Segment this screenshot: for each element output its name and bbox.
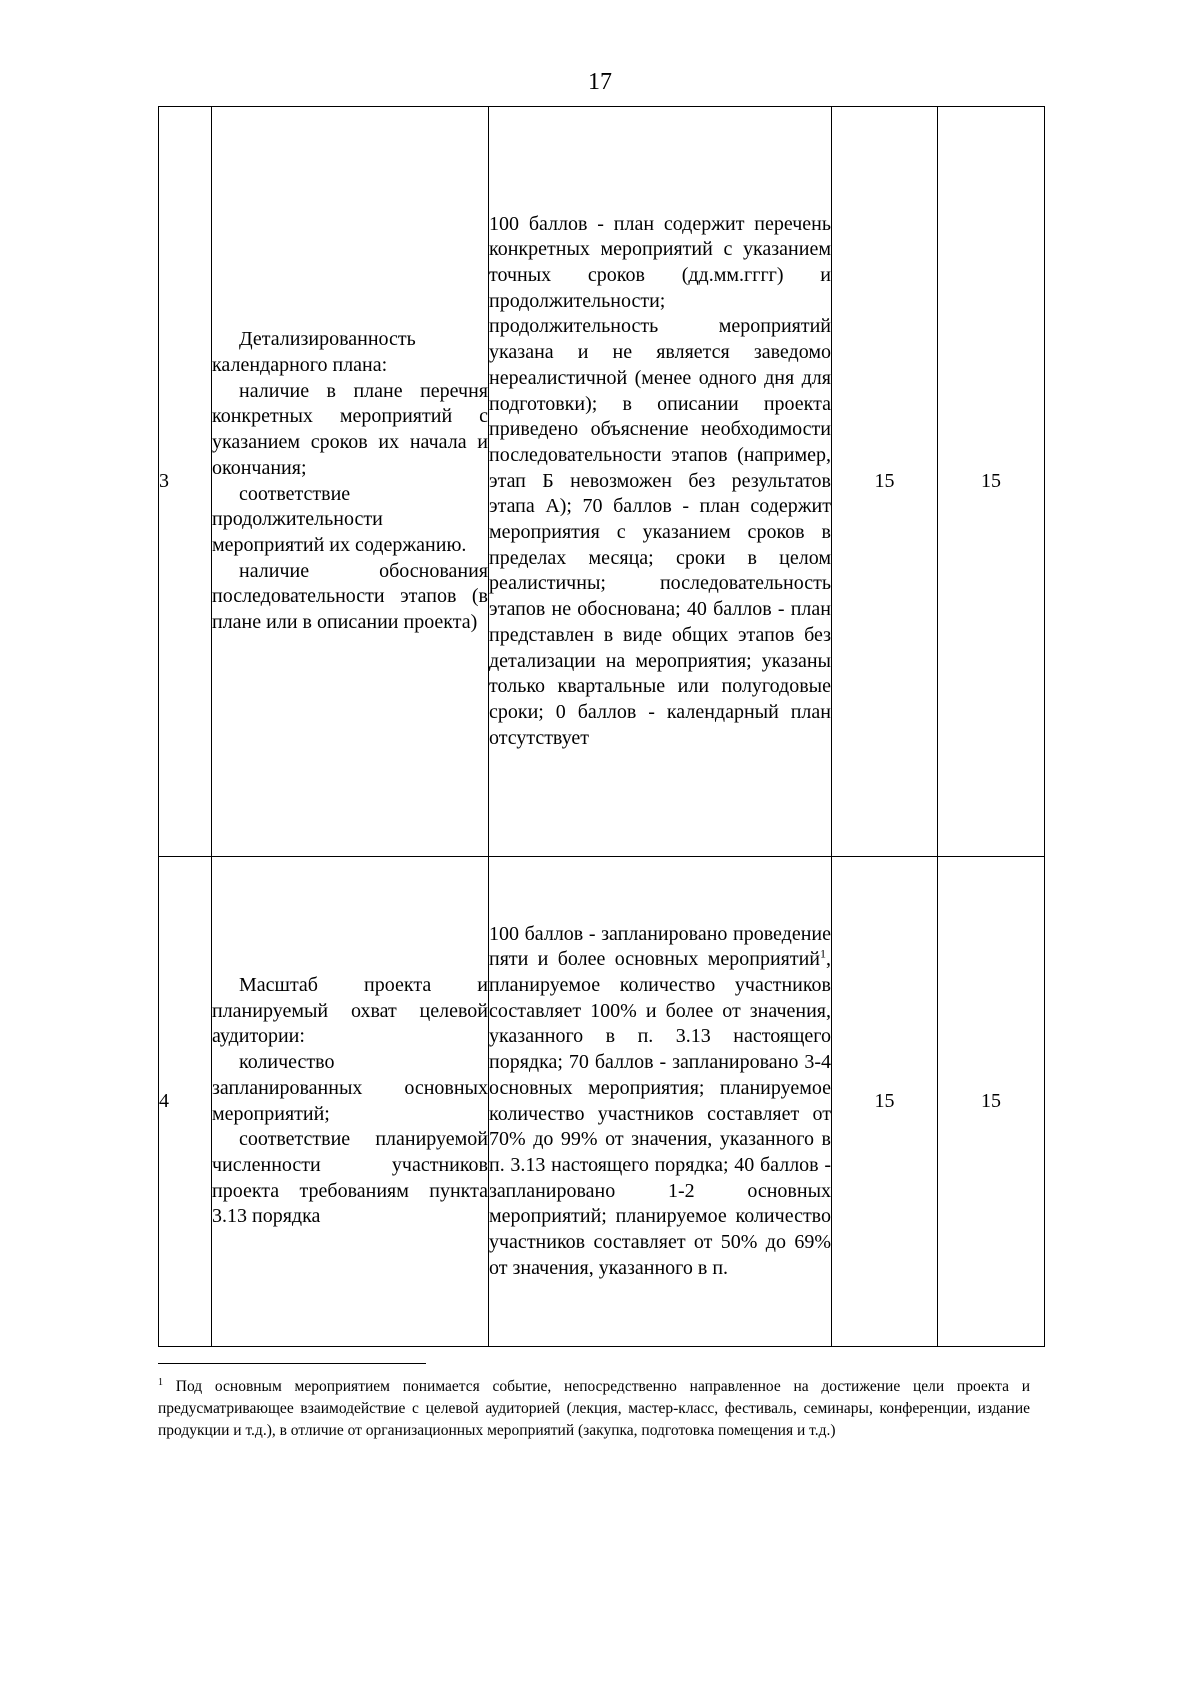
footnote-text: Под основным мероприятием понимается событие, непосредственно направленное на достижение цели проекта и предусматривающее взаимодействие с целевой аудиторией (лекция, мастер-класс, фестиваль, семинары, конференции, издание продукции и т.д.), в отличие от организационных мероприятий (закупка, подготовка помещения и т.д.): [158, 1378, 1030, 1439]
criterion-item: наличие в плане перечня конкретных мероприятий с указанием сроков их начала и окончания;: [212, 379, 488, 479]
row-number-cell: 4: [159, 857, 212, 1347]
footnote-reference[interactable]: 1: [820, 946, 826, 961]
footnote-separator: [158, 1363, 426, 1364]
criteria-table: [158, 106, 1045, 1347]
criterion-item: соответствие продолжительности мероприятий их содержанию.: [212, 482, 467, 556]
criterion-title: Масштаб проекта и планируемый охват целевой аудитории:: [212, 973, 488, 1048]
weight-cell: 15: [938, 107, 1045, 857]
criterion-item: количество запланированных основных мероприятий;: [212, 1051, 488, 1125]
scoring-description-cell: [489, 107, 832, 857]
max-score-cell: 15: [832, 857, 938, 1347]
scoring-description: 100 баллов - план содержит перечень конкретных мероприятий с указанием точных сроков (дд.мм.гггг) и продолжительности; продолжительность мероприятий указана и не является заведомо нереалистичной (менее одного дня для подготовки); в описании проекта приведено объяснение необходимости последовательности этапов (например, этап Б невозможен без результатов этапа А); 70 баллов - план содержит мероприятия с указанием сроков в пределах месяца; сроки в целом реалистичны; последовательность этапов не обоснована; 40 баллов - план представлен в виде общих этапов без детализации на мероприятия; указаны только квартальные или полугодовые сроки; 0 баллов - календарный план отсутствует: [489, 212, 831, 749]
scoring-description-cell: [489, 857, 832, 1347]
weight-cell: 15: [938, 857, 1045, 1347]
criterion-title: Детализированность календарного плана:: [212, 328, 416, 376]
criterion-name-cell: [212, 857, 489, 1347]
criterion-name-cell: [212, 107, 489, 857]
criterion-item: наличие обоснования последовательности этапов (в плане или в описании проекта): [212, 559, 488, 634]
description-part: , планируемое количество участников составляет 100% и более от значения, указанного в п. 3.13 настоящего порядка; 70 баллов - запланировано 3-4 основных мероприятия; планируемое количество участников составляет от 70% до 99% от значения, указанного в п. 3.13 настоящего порядка; 40 баллов - запланировано 1-2 основных мероприятий; планируемое количество участников составляет от 50% до 69% от значения, указанного в п.: [489, 948, 831, 1279]
page-number: 17: [588, 69, 612, 95]
footnote-mark: 1: [158, 1376, 163, 1388]
table-row: [159, 857, 1045, 1347]
description-part: 100 баллов - запланировано проведение пяти и более основных мероприятий: [489, 922, 831, 971]
row-number-cell: 3: [159, 107, 212, 857]
criterion-item: соответствие планируемой численности участников проекта требованиям пункта 3.13 порядка: [212, 1128, 488, 1228]
footnote: [158, 1376, 1030, 1442]
max-score-cell: 15: [832, 107, 938, 857]
scoring-description: [489, 922, 831, 1282]
table-row: [159, 107, 1045, 857]
